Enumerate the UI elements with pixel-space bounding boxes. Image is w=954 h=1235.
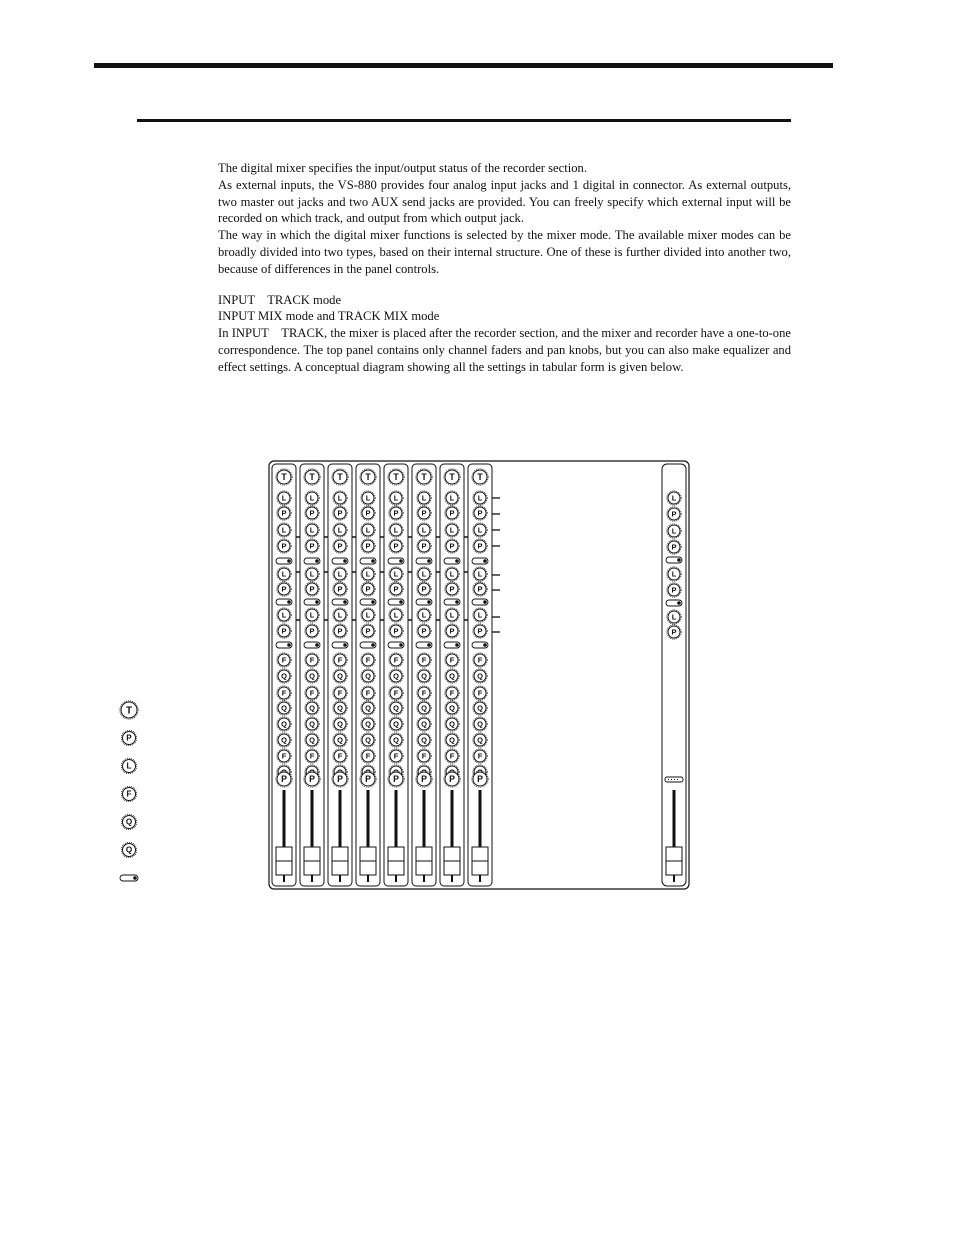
svg-text:Q: Q [477,735,483,745]
svg-text:P: P [671,627,677,637]
svg-text:L: L [337,493,343,503]
svg-text:Q: Q [393,703,399,713]
svg-text:L: L [281,493,287,503]
fader-icon [360,847,376,875]
paragraph: As external inputs, the VS-880 provides four analog input jacks and 1 digital in connector. As external outputs, two master out jacks and two AUX send jacks are provided. You can freely specify which external input will be recorded on which track, and output from which output jack. [218,177,791,226]
svg-text:T: T [365,471,371,482]
section-rule [137,119,791,122]
svg-text:L: L [393,569,399,579]
svg-text:Q: Q [421,719,427,729]
svg-text:P: P [309,584,315,594]
svg-text:P: P [421,584,427,594]
svg-text:F: F [337,688,343,698]
master-strip [662,464,686,886]
svg-text:L: L [126,761,132,771]
svg-text:T: T [393,471,399,482]
paragraph: In INPUT TRACK, the mixer is placed after the recorder section, and the mixer and recorder have a one-to-one correspondence. The top panel contains only channel faders and pan knobs, but you can also make equalizer and effect settings. A conceptual diagram showing all the settings in tabular form is given below. [218,326,795,374]
legend-l-icon [121,758,136,773]
svg-text:F: F [449,751,455,761]
body-text [218,160,795,376]
switch-icon [360,599,376,605]
svg-text:F: F [393,751,399,761]
svg-text:P: P [309,541,315,551]
switch-icon [332,599,348,605]
switch-icon [472,599,488,605]
paragraph: The digital mixer specifies the input/output status of the recorder section. [218,161,587,175]
svg-text:F: F [477,688,483,698]
switch-icon [332,642,348,648]
svg-text:L: L [477,569,483,579]
svg-text:Q: Q [281,703,287,713]
svg-text:T: T [421,471,427,482]
svg-text:F: F [393,655,399,665]
fader-icon [304,847,320,875]
fader-icon [388,847,404,875]
channel-strip [328,464,352,886]
svg-text:Q: Q [309,671,315,681]
svg-text:Q: Q [421,735,427,745]
svg-text:L: L [393,525,399,535]
svg-text:L: L [337,525,343,535]
fader-icon [276,847,292,875]
diagram-legend [112,695,152,895]
svg-text:P: P [365,626,371,636]
svg-text:L: L [421,610,427,620]
svg-text:P: P [337,626,343,636]
svg-text:L: L [477,493,483,503]
svg-text:L: L [671,612,677,622]
svg-text:L: L [309,493,315,503]
svg-text:P: P [421,626,427,636]
svg-text:P: P [671,585,677,595]
svg-text:P: P [671,509,677,519]
switch-icon [276,599,292,605]
svg-text:P: P [477,773,483,784]
master-fader-icon [666,847,682,875]
svg-text:L: L [337,610,343,620]
svg-text:Q: Q [281,735,287,745]
svg-text:L: L [449,569,455,579]
svg-text:P: P [449,773,455,784]
switch-icon [388,599,404,605]
svg-text:Q: Q [365,735,371,745]
svg-text:T: T [281,471,287,482]
svg-text:L: L [281,610,287,620]
svg-text:T: T [477,471,483,482]
svg-text:P: P [477,626,483,636]
channel-strip [384,464,408,886]
svg-text:P: P [309,773,315,784]
svg-text:Q: Q [449,719,455,729]
svg-text:F: F [477,751,483,761]
svg-text:Q: Q [365,719,371,729]
svg-text:L: L [421,525,427,535]
svg-text:Q: Q [421,671,427,681]
svg-text:P: P [671,542,677,552]
svg-text:P: P [393,541,399,551]
switch-icon [416,642,432,648]
svg-text:F: F [309,751,315,761]
switch-icon [360,642,376,648]
svg-text:F: F [309,688,315,698]
svg-text:F: F [365,688,371,698]
svg-text:Q: Q [309,719,315,729]
svg-text:P: P [281,773,287,784]
switch-icon [388,642,404,648]
svg-text:L: L [449,610,455,620]
svg-text:L: L [449,493,455,503]
svg-text:P: P [337,541,343,551]
svg-text:F: F [421,688,427,698]
header-rule [94,63,833,68]
svg-text:Q: Q [393,719,399,729]
svg-text:F: F [281,751,287,761]
switch-icon [666,557,682,563]
svg-text:L: L [281,525,287,535]
svg-text:P: P [365,773,371,784]
svg-text:L: L [309,610,315,620]
svg-text:L: L [365,569,371,579]
svg-text:F: F [449,655,455,665]
svg-text:Q: Q [449,735,455,745]
svg-text:T: T [125,705,133,717]
svg-text:P: P [421,508,427,518]
svg-text:L: L [393,610,399,620]
svg-text:P: P [477,584,483,594]
svg-text:P: P [393,626,399,636]
svg-text:F: F [337,655,343,665]
svg-text:P: P [309,626,315,636]
svg-text:Q: Q [421,703,427,713]
switch-icon [444,599,460,605]
mode-item: INPUT TRACK mode [218,292,342,307]
svg-text:L: L [309,525,315,535]
svg-text:T: T [449,471,455,482]
svg-text:F: F [449,688,455,698]
legend-t-icon [120,701,138,719]
svg-text:Q: Q [337,703,343,713]
switch-icon [360,558,376,564]
svg-text:Q: Q [477,671,483,681]
svg-text:L: L [365,493,371,503]
svg-text:Q: Q [125,817,133,827]
svg-text:Q: Q [309,735,315,745]
svg-text:L: L [671,493,677,503]
switch-icon [472,642,488,648]
legend-f-icon [121,786,136,801]
legend-switch-icon [120,875,138,881]
svg-text:L: L [421,569,427,579]
switch-icon [666,600,682,606]
svg-text:Q: Q [365,671,371,681]
switch-icon [332,558,348,564]
svg-text:Q: Q [365,703,371,713]
svg-text:Q: Q [337,735,343,745]
svg-text:P: P [421,773,427,784]
svg-text:L: L [477,610,483,620]
svg-text:F: F [126,789,132,799]
svg-text:P: P [126,733,132,743]
switch-icon [276,642,292,648]
svg-text:P: P [393,773,399,784]
svg-text:F: F [337,751,343,761]
svg-text:P: P [393,508,399,518]
svg-text:F: F [393,688,399,698]
paragraph: The way in which the digital mixer functions is selected by the mixer mode. The available mixer modes can be broadly divided into two types, based on their internal structure. One of these is further divided into another two, because of differences in the panel controls. [218,228,791,276]
switch-icon [416,558,432,564]
svg-text:F: F [421,655,427,665]
fader-icon [332,847,348,875]
svg-text:Q: Q [309,703,315,713]
channel-strip [440,464,464,886]
meter-icon [665,777,683,782]
channel-strip [412,464,436,886]
svg-text:Q: Q [449,671,455,681]
svg-text:P: P [365,541,371,551]
channel-strip [468,464,492,886]
svg-text:L: L [477,525,483,535]
switch-icon [416,599,432,605]
channel-strip [272,464,296,886]
svg-text:Q: Q [281,719,287,729]
svg-text:F: F [281,688,287,698]
svg-text:Q: Q [477,703,483,713]
svg-text:Q: Q [125,845,133,855]
svg-text:P: P [477,541,483,551]
svg-text:Q: Q [477,719,483,729]
svg-text:P: P [337,773,343,784]
svg-text:T: T [309,471,315,482]
svg-text:P: P [449,508,455,518]
svg-text:T: T [337,471,343,482]
svg-text:Q: Q [281,671,287,681]
svg-text:L: L [671,569,677,579]
svg-text:Q: Q [393,671,399,681]
svg-text:P: P [477,508,483,518]
svg-text:F: F [365,655,371,665]
channel-strip [300,464,324,886]
switch-icon [444,558,460,564]
svg-text:Q: Q [337,671,343,681]
svg-text:P: P [337,508,343,518]
svg-text:F: F [477,655,483,665]
switch-icon [304,642,320,648]
svg-text:P: P [281,508,287,518]
switch-icon [472,558,488,564]
mode-item: INPUT MIX mode and TRACK MIX mode [218,309,440,324]
svg-text:F: F [309,655,315,665]
svg-text:L: L [309,569,315,579]
legend-q-icon [121,814,136,829]
svg-text:P: P [281,541,287,551]
svg-text:F: F [365,751,371,761]
svg-text:P: P [337,584,343,594]
svg-text:L: L [365,610,371,620]
svg-text:L: L [671,526,677,536]
svg-text:F: F [281,655,287,665]
switch-icon [388,558,404,564]
fader-icon [472,847,488,875]
switch-icon [444,642,460,648]
svg-text:P: P [365,508,371,518]
svg-text:L: L [281,569,287,579]
svg-text:P: P [281,626,287,636]
switch-icon [304,558,320,564]
svg-text:L: L [337,569,343,579]
legend-q-icon [121,842,136,857]
svg-text:L: L [449,525,455,535]
svg-text:P: P [281,584,287,594]
mixer-diagram [268,460,691,892]
svg-text:P: P [449,541,455,551]
svg-text:Q: Q [449,703,455,713]
svg-text:P: P [449,584,455,594]
switch-icon [276,558,292,564]
svg-text:P: P [393,584,399,594]
svg-text:P: P [449,626,455,636]
svg-text:L: L [365,525,371,535]
switch-icon [304,599,320,605]
svg-text:L: L [421,493,427,503]
svg-text:Q: Q [337,719,343,729]
svg-text:L: L [393,493,399,503]
channel-strip [356,464,380,886]
fader-icon [444,847,460,875]
svg-text:P: P [421,541,427,551]
svg-text:Q: Q [393,735,399,745]
svg-text:P: P [365,584,371,594]
legend-p-icon [121,730,136,745]
svg-text:P: P [309,508,315,518]
fader-icon [416,847,432,875]
svg-text:F: F [421,751,427,761]
